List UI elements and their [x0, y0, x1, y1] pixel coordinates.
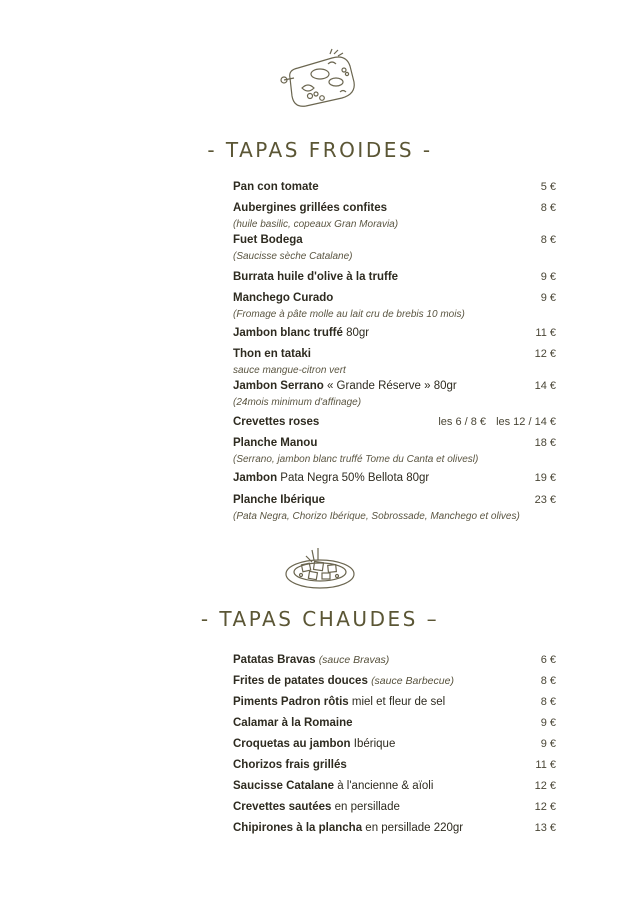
menu-item: [233, 271, 556, 289]
item-name: Chorizos frais grillés: [233, 759, 347, 771]
item-extra: « Grande Réserve » 80gr: [326, 380, 457, 392]
item-price: 19 €: [534, 472, 556, 484]
item-name: Piments Padron rôtis: [233, 696, 349, 708]
item-extra: Ibérique: [353, 738, 396, 750]
menu-item: [233, 234, 556, 262]
item-price: 5 €: [540, 181, 556, 193]
item-price: 11 €: [535, 327, 556, 339]
item-name: Burrata huile d'olive à la truffe: [233, 271, 399, 283]
item-price: 18 €: [534, 437, 556, 449]
item-name: Croquetas au jambon: [233, 738, 351, 750]
item-description: (Saucisse sèche Catalane): [233, 251, 353, 262]
item-price: 12 €: [534, 348, 556, 360]
item-price: 11 €: [535, 759, 556, 771]
item-extra: en persillade: [334, 801, 400, 813]
menu-item: [233, 738, 556, 756]
charcuterie-board-icon: [280, 48, 360, 110]
item-price: 12 €: [534, 780, 556, 792]
item-name: Jambon blanc truffé: [233, 327, 343, 339]
item-description: (huile basilic, copeaux Gran Moravia): [233, 219, 399, 230]
item-extra: 80gr: [346, 327, 370, 339]
menu-item: [233, 472, 556, 490]
item-price: 9 €: [540, 738, 556, 750]
menu-item: [233, 348, 556, 376]
item-price: 8 €: [540, 675, 556, 687]
item-price: 9 €: [540, 271, 556, 283]
tapas-dish-icon: [282, 542, 358, 592]
item-extra: (sauce Barbecue): [371, 675, 454, 687]
item-price: 8 €: [540, 202, 556, 214]
item-extra: miel et fleur de sel: [351, 696, 446, 708]
section-title-chaudes: - TAPAS CHAUDES –: [200, 607, 440, 631]
menu-item: [233, 416, 556, 434]
item-name: Calamar à la Romaine: [233, 717, 353, 729]
item-name: Thon en tataki: [233, 348, 311, 360]
item-description: (24mois minimum d'affinage): [233, 397, 362, 408]
menu-item: [233, 380, 556, 408]
item-description: (Pata Negra, Chorizo Ibérique, Sobrossade, Manchego et olives): [233, 511, 520, 522]
item-price-2: les 12 / 14 €: [496, 416, 556, 428]
menu-item: [233, 292, 556, 320]
item-name: Patatas Bravas: [233, 654, 316, 666]
menu-item: [233, 437, 556, 465]
item-name: Aubergines grillées confites: [233, 202, 388, 214]
menu-item: [233, 675, 556, 693]
menu-item: [233, 801, 556, 819]
item-price: 23 €: [534, 494, 556, 506]
item-description: (Fromage à pâte molle au lait cru de brebis 10 mois): [233, 309, 465, 320]
menu-item: [233, 494, 556, 522]
section-title-froides: - TAPAS FROIDES -: [207, 138, 433, 162]
item-price: 6 €: [540, 654, 556, 666]
item-name: Crevettes roses: [233, 416, 320, 428]
item-price: 9 €: [540, 292, 556, 304]
item-name: Chipirones à la plancha: [233, 822, 363, 834]
menu-item: [233, 696, 556, 714]
item-price: 8 €: [540, 696, 556, 708]
item-description: (Serrano, jambon blanc truffé Tome du Canta et olivesl): [233, 454, 479, 465]
menu-item: [233, 327, 556, 345]
item-name: Crevettes sautées: [233, 801, 332, 813]
item-extra: Pata Negra 50% Bellota 80gr: [280, 472, 430, 484]
item-extra: (sauce Bravas): [318, 654, 390, 666]
item-name: Planche Manou: [233, 437, 318, 449]
item-price: 12 €: [534, 801, 556, 813]
item-price: 14 €: [534, 380, 556, 392]
item-price: les 6 / 8 €: [438, 416, 487, 428]
menu-item: [233, 822, 556, 840]
menu-item: [233, 202, 556, 230]
item-name: Jambon Serrano: [233, 380, 324, 392]
item-extra: à l'ancienne & aïoli: [337, 780, 434, 792]
item-name: Pan con tomate: [233, 181, 319, 193]
item-name: Jambon: [233, 472, 278, 484]
item-name: Frites de patates douces: [233, 675, 368, 687]
menu-item: [233, 717, 556, 735]
item-price: 9 €: [540, 717, 556, 729]
menu-item: [233, 780, 556, 798]
menu-item: [233, 181, 556, 199]
item-extra: en persillade 220gr: [365, 822, 464, 834]
item-name: Planche Ibérique: [233, 494, 326, 506]
item-name: Saucisse Catalane: [233, 780, 335, 792]
item-price: 8 €: [540, 234, 556, 246]
menu-item: [233, 759, 556, 777]
menu-item: [233, 654, 556, 672]
item-name: Fuet Bodega: [233, 234, 303, 246]
item-name: Manchego Curado: [233, 292, 334, 304]
item-price: 13 €: [534, 822, 556, 834]
item-description: sauce mangue-citron vert: [233, 365, 346, 376]
